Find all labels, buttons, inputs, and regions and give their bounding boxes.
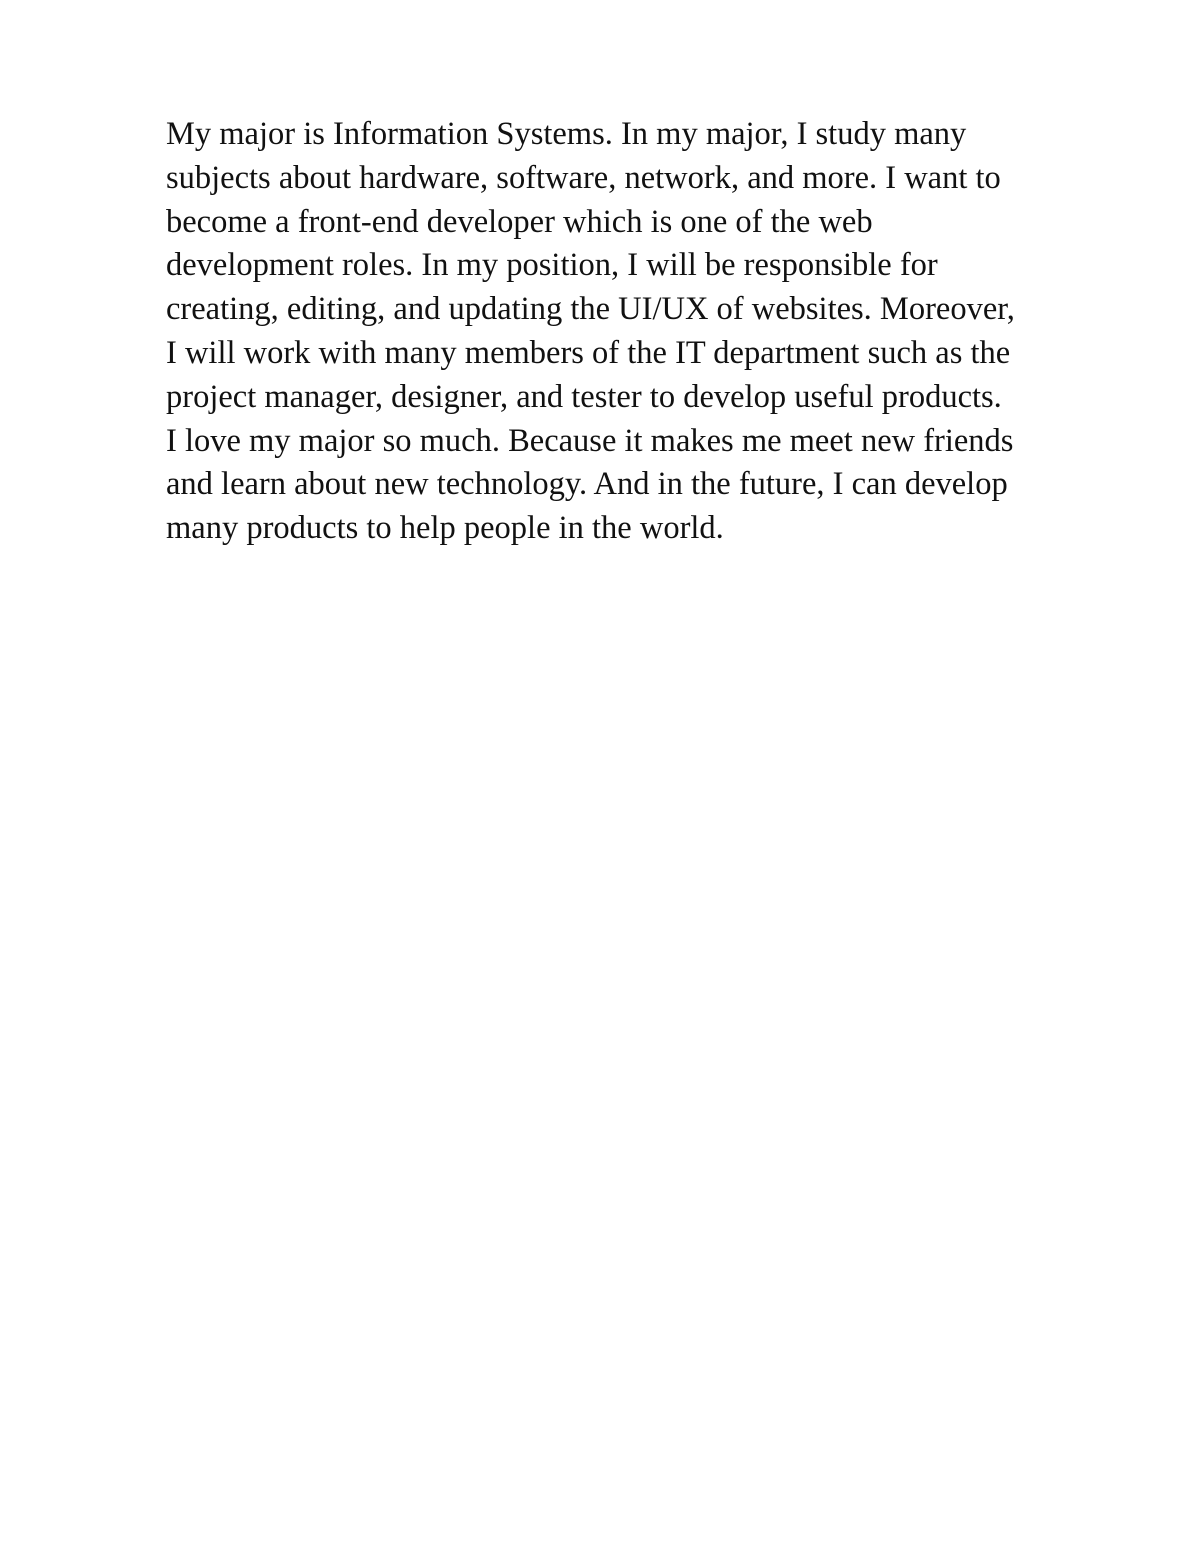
paragraph-line: project manager, designer, and tester to develop useful products. [166, 378, 1002, 415]
paragraph-line: My major is Information Systems. In my major, I study many [166, 116, 967, 152]
paragraph-line: subjects about hardware, software, network, and more. I want to [166, 159, 1001, 196]
body-paragraph [166, 113, 1106, 551]
paragraph-line: I will work with many members of the IT department such as the [166, 334, 1011, 371]
paragraph-line: and learn about new technology. And in the future, I can develop [166, 466, 1008, 503]
paragraph-line: become a front-end developer which is one of the web [166, 203, 873, 240]
paragraph-line: development roles. In my position, I will be responsible for [166, 247, 938, 284]
paragraph-line: I love my major so much. Because it makes me meet new friends [166, 422, 1014, 459]
paragraph-line: creating, editing, and updating the UI/UX of websites. Moreover, [166, 291, 1015, 328]
paragraph-line: many products to help people in the world. [166, 510, 724, 547]
